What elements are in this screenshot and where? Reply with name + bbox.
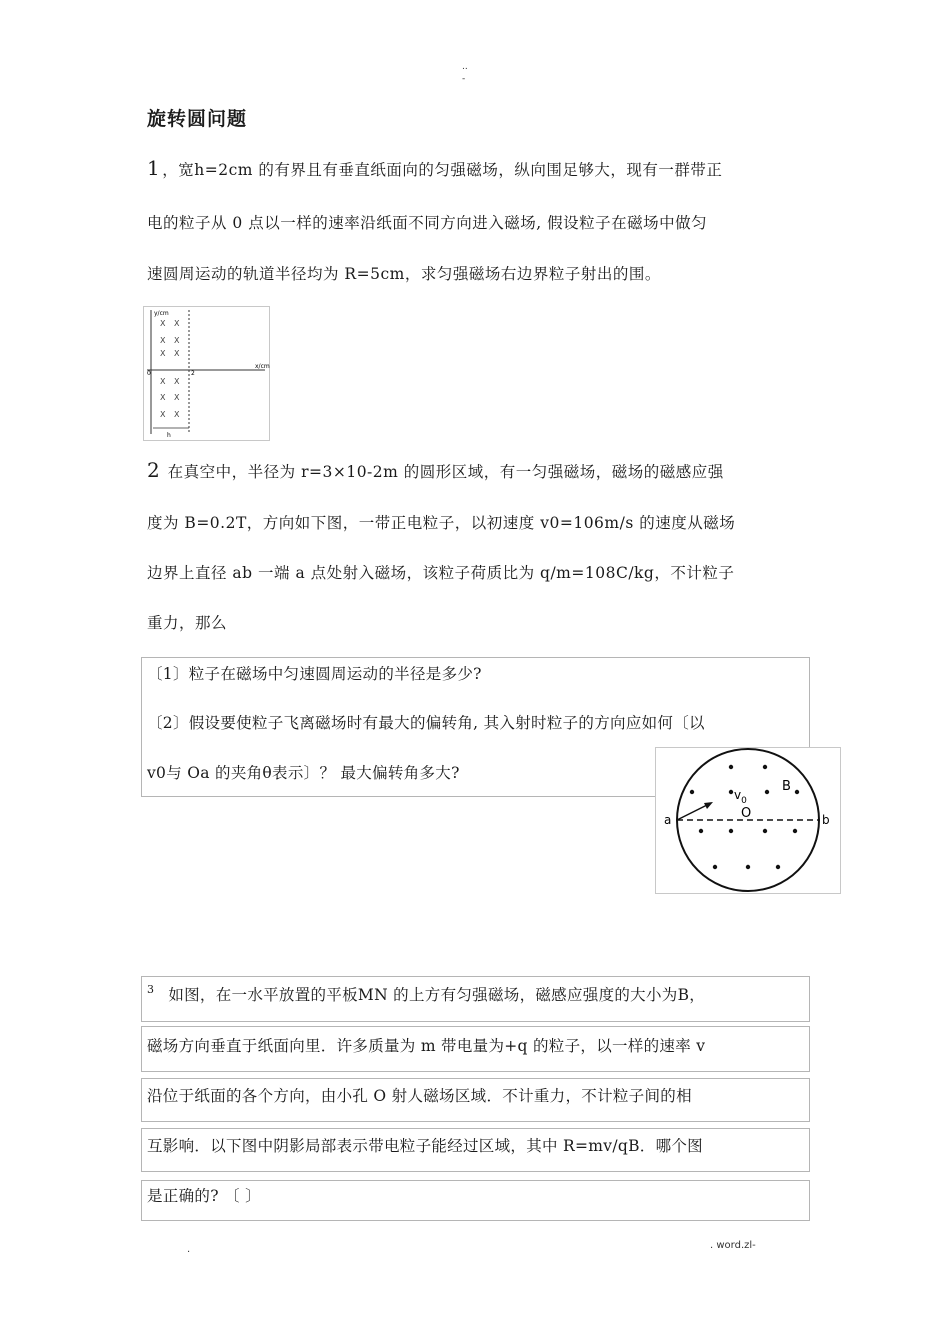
q2-field-dot-10 <box>713 865 717 869</box>
q1-field-mark-4-0: X <box>160 393 166 402</box>
q1-text-1: ，宽h=2cm 的有界且有垂直纸面向的匀强磁场，纵向围足够大，现有一群带正 <box>162 161 723 179</box>
q1-x-label: x/cm <box>255 363 270 370</box>
q2-field-dot-5 <box>795 790 799 794</box>
q1-field-mark-0-1: X <box>174 319 180 328</box>
q2-field-dot-3 <box>729 790 733 794</box>
q1-line-1 <box>147 156 722 180</box>
footer-right: . word.zl- <box>710 1240 756 1251</box>
q2-label-v-sub: 0 <box>741 796 747 806</box>
q3-number: 3 <box>147 983 155 996</box>
q1-width-label: h <box>167 432 171 439</box>
q2-sub-3: v0与 Oa 的夹角θ表示〕？ 最大偏转角多大? <box>147 764 460 782</box>
q1-line-2: 电的粒子从 0 点以一样的速率沿纸面不同方向进入磁场, 假设粒子在磁场中做匀 <box>147 214 708 232</box>
q1-field-mark-3-1: X <box>174 377 180 386</box>
q2-sub-2: 〔2〕假设要使粒子飞离磁场时有最大的偏转角, 其入射时粒子的方向应如何〔以 <box>147 714 705 732</box>
q1-field-mark-5-1: X <box>174 410 180 419</box>
q1-tick-label: 2 <box>191 370 195 377</box>
q2-line-4: 重力，那么 <box>147 614 228 632</box>
q3-line-2: 磁场方向垂直于纸面向里．许多质量为 m 带电量为+q 的粒子，以一样的速率 v <box>147 1037 706 1055</box>
q2-label-b: b <box>822 813 830 827</box>
q3-line-5: 是正确的? 〔 〕 <box>147 1187 261 1205</box>
q2-label-o: O <box>741 806 752 821</box>
q2-field-dot-9 <box>793 829 797 833</box>
q2-label-v-main: v <box>734 788 742 802</box>
q2-figure <box>655 747 841 894</box>
q2-line-3: 边界上直径 ab 一端 a 点处射入磁场，该粒子荷质比为 q/m=108C/kg，不计粒子 <box>147 564 735 582</box>
q2-field-dot-1 <box>763 765 767 769</box>
q1-y-label: y/cm <box>154 310 169 317</box>
q2-text-1: 在真空中，半径为 r=3×10-2m 的圆形区域，有一匀强磁场，磁场的磁感应强 <box>162 463 724 481</box>
q2-line-2: 度为 B=0.2T，方向如下图，一带正电粒子，以初速度 v0=106m/s 的速度从磁场 <box>147 514 736 532</box>
q3-line-3: 沿位于纸面的各个方向，由小孔 O 射人磁场区域．不计重力，不计粒子间的相 <box>147 1087 692 1105</box>
q1-number: 1 <box>147 156 161 180</box>
q1-field-mark-0-0: X <box>160 319 166 328</box>
q1-field-mark-1-0: X <box>160 336 166 345</box>
header-dots: .. <box>462 62 468 72</box>
q1-field-mark-5-0: X <box>160 410 166 419</box>
q1-origin-label: 0 <box>147 370 151 377</box>
q1-field-mark-4-1: X <box>174 393 180 402</box>
q2-field-dot-12 <box>776 865 780 869</box>
q1-figure <box>143 306 270 441</box>
q1-field-mark-2-1: X <box>174 349 180 358</box>
q2-field-dot-11 <box>746 865 750 869</box>
q2-number: 2 <box>147 458 161 482</box>
q3-line-1 <box>147 983 705 1005</box>
q1-field-mark-3-0: X <box>160 377 166 386</box>
q2-field-dot-2 <box>690 790 694 794</box>
q2-label-a: a <box>664 813 672 827</box>
q1-field-mark-1-1: X <box>174 336 180 345</box>
q3-line-4: 互影响．以下图中阴影局部表示带电粒子能经过区域，其中 R=mv/qB．哪个图 <box>147 1137 703 1155</box>
q2-sub-1: 〔1〕粒子在磁场中匀速圆周运动的半径是多少? <box>147 665 482 683</box>
header-dash: - <box>462 74 466 84</box>
q2-line-1 <box>147 458 724 482</box>
q2-field-dot-0 <box>729 765 733 769</box>
q2-field-dot-8 <box>763 829 767 833</box>
q3-text-1: 如图，在一水平放置的平板MN 的上方有匀强磁场，磁感应强度的大小为B， <box>168 986 706 1004</box>
q2-label-b-field: B <box>782 779 791 794</box>
q2-field-dot-4 <box>765 790 769 794</box>
q2-field-dot-6 <box>699 829 703 833</box>
page-title: 旋转圆问题 <box>147 108 248 130</box>
q1-field-mark-2-0: X <box>160 349 166 358</box>
q1-line-3: 速圆周运动的轨道半径均为 R=5cm，求匀强磁场右边界粒子射出的围。 <box>147 265 661 283</box>
q2-field-dot-7 <box>729 829 733 833</box>
footer-left: . <box>187 1244 191 1255</box>
